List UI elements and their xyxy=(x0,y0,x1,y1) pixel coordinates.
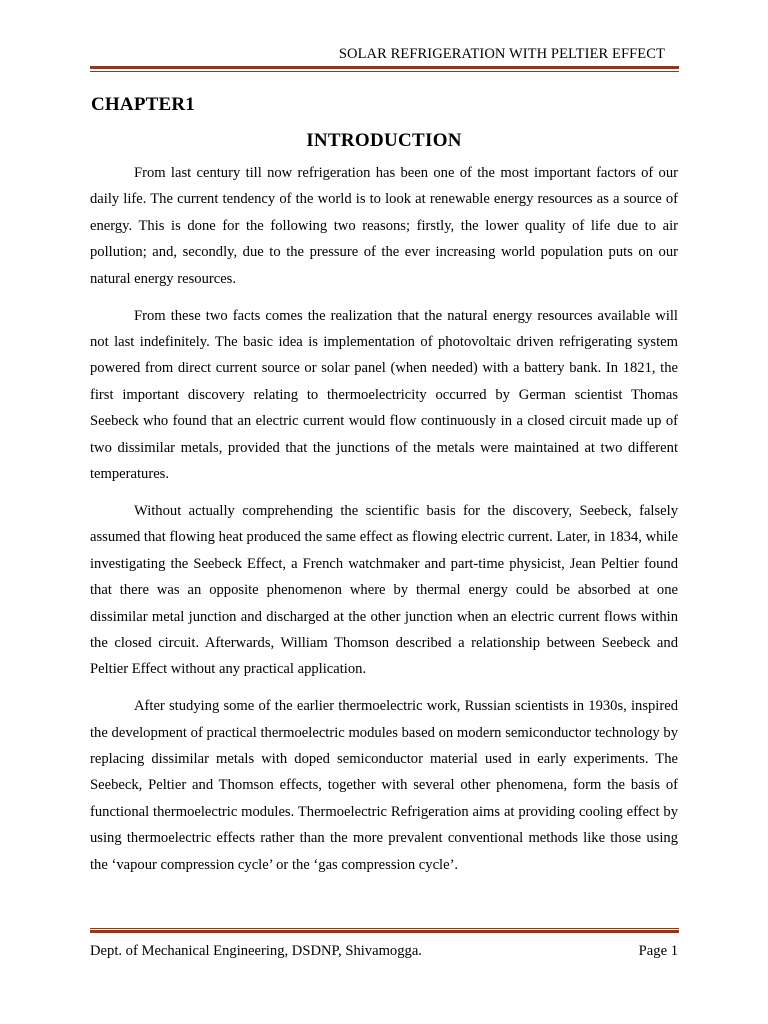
header-rule-thin xyxy=(90,71,679,72)
running-header: SOLAR REFRIGERATION WITH PELTIER EFFECT xyxy=(338,46,665,62)
footer-department: Dept. of Mechanical Engineering, DSDNP, Shivamogga. xyxy=(90,943,422,959)
body-text xyxy=(90,160,678,889)
header-rule xyxy=(90,66,679,72)
paragraph: From last century till now refrigeration has been one of the most important factors of our daily life. The current tendency of the world is to look at renewable energy resources as a source of energy. This is done for the following two reasons; firstly, the lower quality of life due to air pollution; and, secondly, due to the pressure of the ever increasing world population puts on our natural energy resources. xyxy=(90,165,678,287)
paragraph: After studying some of the earlier thermoelectric work, Russian scientists in 1930s, inspired the development of practical thermoelectric modules based on modern semiconductor technology by replacing dissimilar metals with doped semiconductor material used in early experiments. The Seebeck, Peltier and Thomson effects, together with several other phenomena, form the basis of functional thermoelectric modules. Thermoelectric Refrigeration aims at providing cooling effect by using thermoelectric effects rather than the more prevalent conventional methods like those using the ‘vapour compression cycle’ or the ‘gas compression cycle’. xyxy=(90,698,678,873)
page-number: Page 1 xyxy=(638,943,678,959)
header-rule-thick xyxy=(90,66,679,69)
footer-rule xyxy=(90,928,679,934)
paragraph: From these two facts comes the realization that the natural energy resources available will not last indefinitely. The basic idea is implementation of photovoltaic driven refrigerating system powered from direct current source or solar panel (when needed) with a battery bank. In 1821, the first important discovery relating to thermoelectricity occurred by German scientist Thomas Seebeck who found that an electric current would flow continuously in a closed circuit made up of two dissimilar metals, provided that the junctions of the metals were maintained at two different temperatures. xyxy=(90,307,678,482)
section-title: INTRODUCTION xyxy=(306,130,462,151)
footer-rule-thick xyxy=(90,930,679,933)
chapter-label: CHAPTER1 xyxy=(91,94,195,115)
footer-rule-thin xyxy=(90,928,679,929)
paragraph: Without actually comprehending the scientific basis for the discovery, Seebeck, falsely assumed that flowing heat produced the same effect as flowing electric current. Later, in 1834, while investigating the Seebeck Effect, a French watchmaker and part-time physicist, Jean Peltier found that there was an opposite phenomenon where by thermal energy could be absorbed at one dissimilar metal junction and discharged at the other junction when an electric current flows within the closed circuit. Afterwards, William Thomson described a relationship between Seebeck and Peltier Effect without any practical application. xyxy=(90,502,678,678)
